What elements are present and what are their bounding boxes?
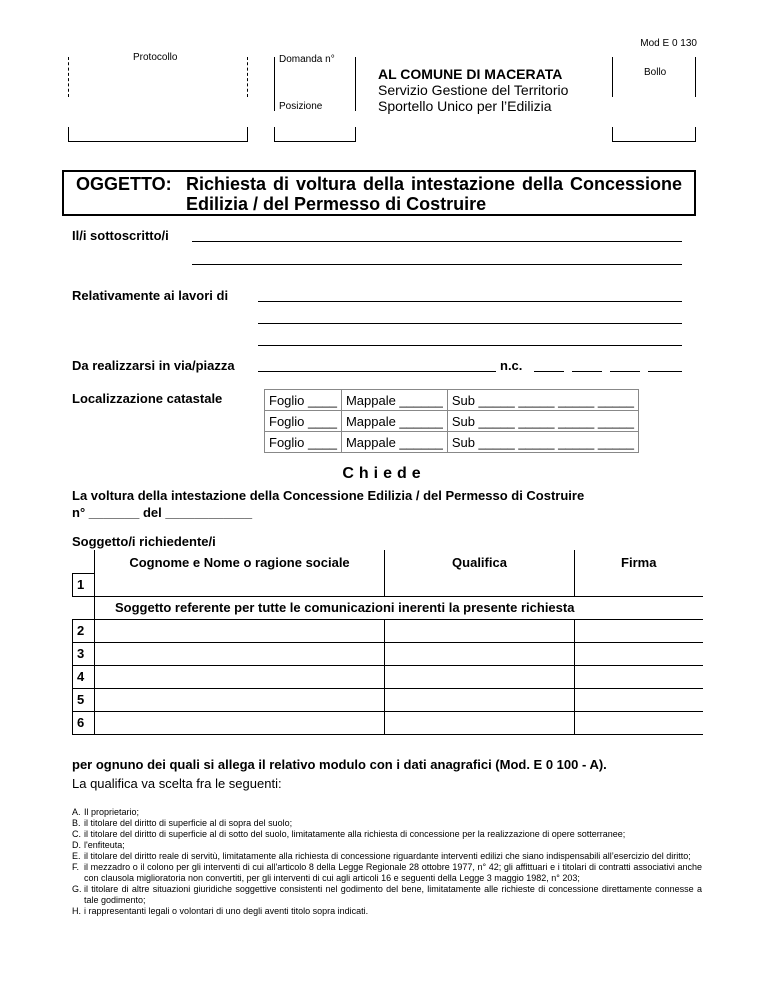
form-code: Mod E 0 130: [640, 38, 697, 49]
subject-box: [62, 170, 696, 216]
list-item: H. i rappresentanti legali o volontari di uno degli aventi titolo sopra indicati.: [72, 906, 369, 916]
qualifica-title: La qualifica va scelta fra le seguenti:: [72, 776, 282, 791]
qualifica-cell[interactable]: [385, 573, 575, 596]
mappale-cell[interactable]: Mappale ______: [341, 390, 447, 411]
list-item: F. il mezzadro o il colono per gli interventi di cui all'articolo 8 della Legge Regionale 28 ottobre 1977, n° 42; gli affittuari e i titolari di contratti associativi anche con clausola miglioratoria non convertiti, per gli interventi di cui agli articoli 16 e seguenti della Legge 3 maggio 1982, n° 203;: [72, 862, 702, 883]
address-line-1: AL COMUNE DI MACERATA: [378, 66, 563, 82]
voltura-line-2: n° _______ del ____________: [72, 505, 253, 520]
referente-row: [73, 596, 703, 619]
sottoscritto-label: Il/i sottoscritto/i: [72, 228, 169, 243]
nc-line-3[interactable]: [610, 371, 640, 372]
catasto-table: [264, 389, 639, 453]
protocollo-box: [68, 52, 248, 142]
name-cell[interactable]: [95, 665, 385, 688]
firma-cell[interactable]: [575, 642, 703, 665]
voltura-line-1: La voltura della intestazione della Concessione Edilizia / del Permesso di Costruire: [72, 488, 585, 503]
firma-cell[interactable]: [575, 619, 703, 642]
name-cell[interactable]: [95, 688, 385, 711]
row-number: 5: [73, 688, 95, 711]
nc-line-4[interactable]: [648, 371, 682, 372]
mappale-cell[interactable]: Mappale ______: [341, 411, 447, 432]
nc-line-2[interactable]: [572, 371, 602, 372]
table-row: [73, 642, 703, 665]
sottoscritto-line-1[interactable]: [192, 241, 682, 242]
firma-cell[interactable]: [575, 573, 703, 596]
qualifica-cell[interactable]: [385, 619, 575, 642]
nc-line-1[interactable]: [534, 371, 564, 372]
foglio-cell[interactable]: Foglio ____: [265, 432, 342, 453]
catasto-row: [265, 432, 639, 453]
address-line-2: Servizio Gestione del Territorio: [378, 82, 569, 98]
name-cell[interactable]: [95, 619, 385, 642]
nc-label: n.c.: [500, 358, 523, 373]
subject-label: OGGETTO:: [76, 174, 172, 194]
qualifiche-list: [72, 807, 702, 917]
qualifica-cell[interactable]: [385, 665, 575, 688]
domanda-box: [274, 54, 356, 142]
soggetti-table: [72, 550, 703, 735]
table-row: [73, 573, 703, 596]
via-line[interactable]: [258, 371, 496, 372]
recipient-address: [378, 66, 568, 114]
foglio-cell[interactable]: Foglio ____: [265, 411, 342, 432]
sub-cell[interactable]: Sub _____ _____ _____ _____: [447, 432, 638, 453]
list-item: D. l'enfiteuta;: [72, 840, 125, 850]
list-item: E. il titolare del diritto reale di servitù, limitatamente alla richiesta di concessione riguardante interventi edilizi che siano indispensabili all’esercizio del diritto;: [72, 851, 691, 861]
posizione-label: Posizione: [279, 101, 323, 112]
table-row: [73, 619, 703, 642]
bollo-label: Bollo: [644, 67, 667, 78]
soggetti-title: Soggetto/i richiedente/i: [72, 534, 216, 549]
row-number: 1: [73, 573, 95, 596]
sub-cell[interactable]: Sub _____ _____ _____ _____: [447, 390, 638, 411]
table-row: [73, 688, 703, 711]
mappale-cell[interactable]: Mappale ______: [341, 432, 447, 453]
lavori-line-2[interactable]: [258, 323, 682, 324]
qualifica-cell[interactable]: [385, 711, 575, 734]
firma-cell[interactable]: [575, 665, 703, 688]
catasto-row: [265, 390, 639, 411]
table-row: [73, 711, 703, 734]
name-cell[interactable]: [95, 573, 385, 596]
list-item: C. il titolare del diritto di superficie al di sotto del suolo, limitatamente alla richiesta di concessione per la realizzazione di opere sotterranee;: [72, 829, 626, 839]
via-label: Da realizzarsi in via/piazza: [72, 358, 235, 373]
col-name-header: Cognome e Nome o ragione sociale: [95, 550, 385, 573]
list-item: B. il titolare del diritto di superficie al di sopra del suolo;: [72, 818, 293, 828]
foglio-cell[interactable]: Foglio ____: [265, 390, 342, 411]
sub-cell[interactable]: Sub _____ _____ _____ _____: [447, 411, 638, 432]
protocollo-label: Protocollo: [133, 52, 178, 63]
domanda-label: Domanda n°: [279, 54, 335, 65]
lavori-line-1[interactable]: [258, 301, 682, 302]
table-header-row: [73, 550, 703, 573]
row-number: 2: [73, 619, 95, 642]
firma-cell[interactable]: [575, 711, 703, 734]
lavori-line-3[interactable]: [258, 345, 682, 346]
address-line-3: Sportello Unico per l’Edilizia: [378, 98, 552, 114]
bollo-box: [612, 57, 696, 142]
row-number: 3: [73, 642, 95, 665]
allega-note: per ognuno dei quali si allega il relativo modulo con i dati anagrafici (Mod. E 0 100 - A).: [72, 757, 607, 772]
name-cell[interactable]: [95, 642, 385, 665]
catastale-label: Localizzazione catastale: [72, 391, 223, 406]
firma-cell[interactable]: [575, 688, 703, 711]
list-item: G. il titolare di altre situazioni giuridiche soggettive consistenti nel godimento del bene, limitatamente alle richieste di concessione direttamente connesse a tale godimento;: [72, 884, 702, 905]
qualifica-cell[interactable]: [385, 688, 575, 711]
referente-label: Soggetto referente per tutte le comunicazioni inerenti la presente richiesta: [95, 596, 703, 619]
qualifica-cell[interactable]: [385, 642, 575, 665]
list-item: A. Il proprietario;: [72, 807, 140, 817]
row-number: 6: [73, 711, 95, 734]
subject-text: Richiesta di voltura della intestazione della Concessione Edilizia / del Permesso di Costruire: [186, 174, 682, 214]
name-cell[interactable]: [95, 711, 385, 734]
row-number: 4: [73, 665, 95, 688]
sottoscritto-line-2[interactable]: [192, 264, 682, 265]
chiede-heading: Chiede: [342, 465, 426, 482]
table-row: [73, 665, 703, 688]
col-qualifica-header: Qualifica: [385, 550, 575, 573]
catasto-row: [265, 411, 639, 432]
lavori-label: Relativamente ai lavori di: [72, 288, 229, 303]
col-firma-header: Firma: [575, 550, 703, 573]
